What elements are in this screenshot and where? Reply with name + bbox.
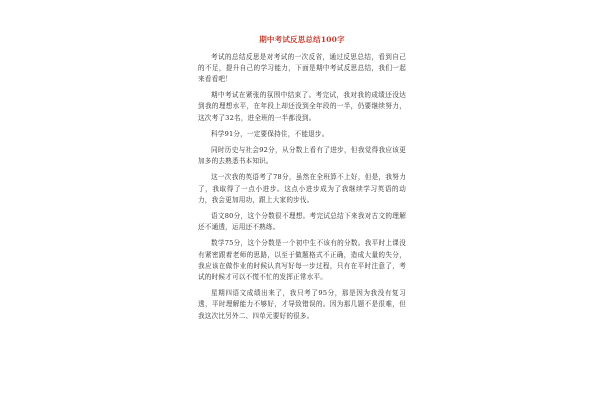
paragraph: 期中考试在紧张的氛围中结束了。考完试，我对我的成绩还没达到我的理想水平，在年段上却还没到全年段的一半，仍要继续努力，这次考了32名，进全班的一半都没到。 [198,91,406,122]
paragraph: 这一次我的英语考了78分，虽然在全班算不上好，但是，我努力了，我取得了一点小进步。这点小进步成为了我继续学习英语的动力，我会更加用功，跟上大家的步伐。 [198,173,406,204]
paragraph: 星期四语文成绩出来了，我只考了95分，那是因为我没有复习透，平时理解能力不够好，才导致错误的。因为那几题不是很难，但我这次比另外二、四单元要好的很多。 [198,289,406,320]
paragraph: 数学75分，这个分数是一个初中生不该有的分数。我平时上课没有紧密跟着老师的思路，以至于做题格式不正确，造成大量的失分，我应该在做作业的时候认真写好每一步过程，只有在平时注意了，考试的时候才可以不慌不忙的发挥正常水平。 [198,239,406,281]
paragraph: 科学91分，一定要保持住，不能退步。 [211,129,329,138]
paragraph: 语文80分，这个分数很不理想。考完试总结下来我对古文的理解还不通透，运用还不熟练。 [198,211,406,232]
document-body [198,36,406,327]
paragraph: 考试的总结反思是对考试的一次反省，通过反思总结，看到自己的不足，提升自己的学习能力，下面是期中考试反思总结，我们一起来看看吧！ [198,52,406,83]
paragraph: 同时历史与社会92分，从分数上看有了进步，但我觉得我应该更加多的去熟悉书本知识。 [198,145,406,166]
document-title: 期中考试反思总结100字 [259,35,345,44]
